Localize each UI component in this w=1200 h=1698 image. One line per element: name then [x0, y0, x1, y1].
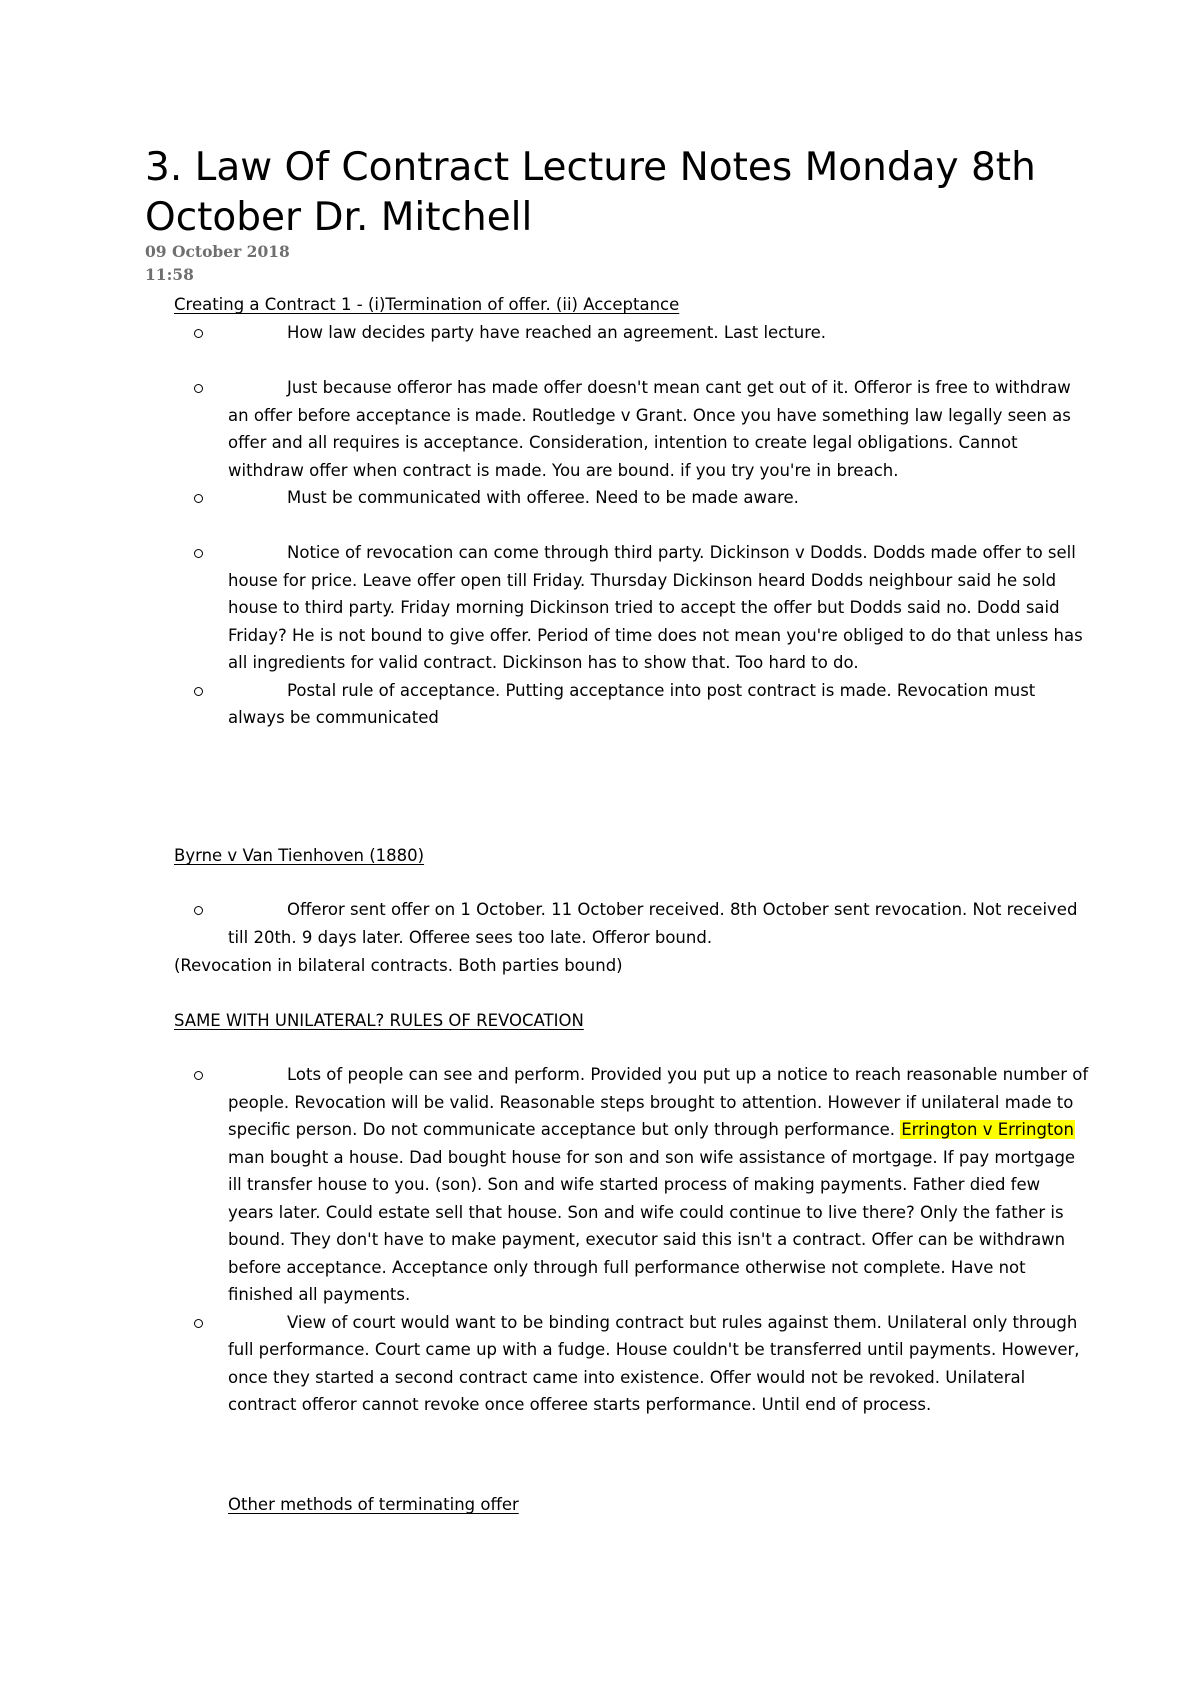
bullet-text: Must be communicated with offeree. Need to be made aware. [287, 488, 799, 507]
unilateral-bullet-list [190, 1061, 1090, 1419]
bilateral-note: (Revocation in bilateral contracts. Both parties bound) [174, 956, 623, 975]
bullet-text: Just because offeror has made offer doesn't mean cant get out of it. Offeror is free to withdraw an offer before acceptance is made. Routledge v Grant. Once you have something law legally seen as offer and all requires is acceptance. Consideration, intention to create legal obligations. Cannot withdraw offer when contract is made. You are bound. if you try you're in breach. [228, 378, 1071, 480]
bullet-text: Notice of revocation can come through third party. Dickinson v Dodds. Dodds made offer to sell house for price. Leave offer open till Friday. Thursday Dickinson heard Dodds neighbour said he sold house to third party. Friday morning Dickinson tried to accept the offer but Dodds said no. Dodd said Friday? He is not bound to give offer. Period of time does not mean you're obliged to do that unless has all ingredients for valid contract. Dickinson has to show that. Too hard to do. [228, 543, 1083, 672]
list-item [190, 484, 1090, 512]
list-item [190, 319, 1090, 347]
list-item [190, 1061, 1090, 1309]
note-time: 11:58 [145, 265, 194, 284]
bullet-text: Lots of people can see and perform. Provided you put up a notice to reach reasonable number of people. Revocation will be valid. Reasonable steps brought to attention. However if unilateral made to specific person. Do not communicate acceptance but only through performance. [228, 1065, 1089, 1139]
hollow-bullet-icon [194, 549, 203, 558]
bullet-text: How law decides party have reached an agreement. Last lecture. [287, 323, 827, 342]
list-item [190, 374, 1090, 484]
hollow-bullet-icon [194, 329, 203, 338]
bullet-text-continued: man bought a house. Dad bought house for son and son wife assistance of mortgage. If pay mortgage ill transfer house to you. (son). Son and wife started process of making payments. Father died few years later. Could estate sell that house. Son and wife could continue to live there? Only the father is bound. They don't have to make payment, executor said this isn't a contract. Offer can be withdrawn before acceptance. Acceptance only through full performance otherwise not complete. Have not finished all payments. [228, 1147, 1076, 1304]
hollow-bullet-icon [194, 1071, 203, 1080]
list-item [190, 896, 1090, 951]
hollow-bullet-icon [194, 494, 203, 503]
list-item [190, 677, 1090, 732]
section-heading-byrne: Byrne v Van Tienhoven (1880) [174, 846, 425, 865]
list-item [190, 1309, 1090, 1419]
note-metadata [145, 240, 290, 286]
hollow-bullet-icon [194, 1319, 203, 1328]
section-heading-unilateral: SAME WITH UNILATERAL? RULES OF REVOCATION [174, 1011, 584, 1030]
section-heading-other-methods: Other methods of terminating offer [228, 1495, 519, 1514]
page-title: 3. Law Of Contract Lecture Notes Monday 8th October Dr. Mitchell [145, 145, 1036, 240]
hollow-bullet-icon [194, 687, 203, 696]
highlighted-case-name: Errington v Errington [901, 1120, 1074, 1139]
section-heading-termination: Creating a Contract 1 - (i)Termination of offer. (ii) Acceptance [174, 295, 680, 314]
hollow-bullet-icon [194, 384, 203, 393]
bullet-text: Postal rule of acceptance. Putting acceptance into post contract is made. Revocation must always be communicated [228, 680, 1036, 727]
byrne-bullet-list [190, 896, 1090, 951]
bullet-text: Offeror sent offer on 1 October. 11 October received. 8th October sent revocation. Not received till 20th. 9 days later. Offeree sees too late. Offeror bound. [228, 900, 1078, 947]
note-date: 09 October 2018 [145, 242, 290, 261]
bullet-text: View of court would want to be binding contract but rules against them. Unilateral only through full performance. Court came up with a fudge. House couldn't be transferred until payments. However, once they started a second contract came into existence. Offer would not be revoked. Unilateral contract offeror cannot revoke once offeree starts performance. Until end of process. [228, 1312, 1080, 1414]
hollow-bullet-icon [194, 906, 203, 915]
termination-bullet-list [190, 319, 1090, 732]
list-item [190, 539, 1090, 677]
